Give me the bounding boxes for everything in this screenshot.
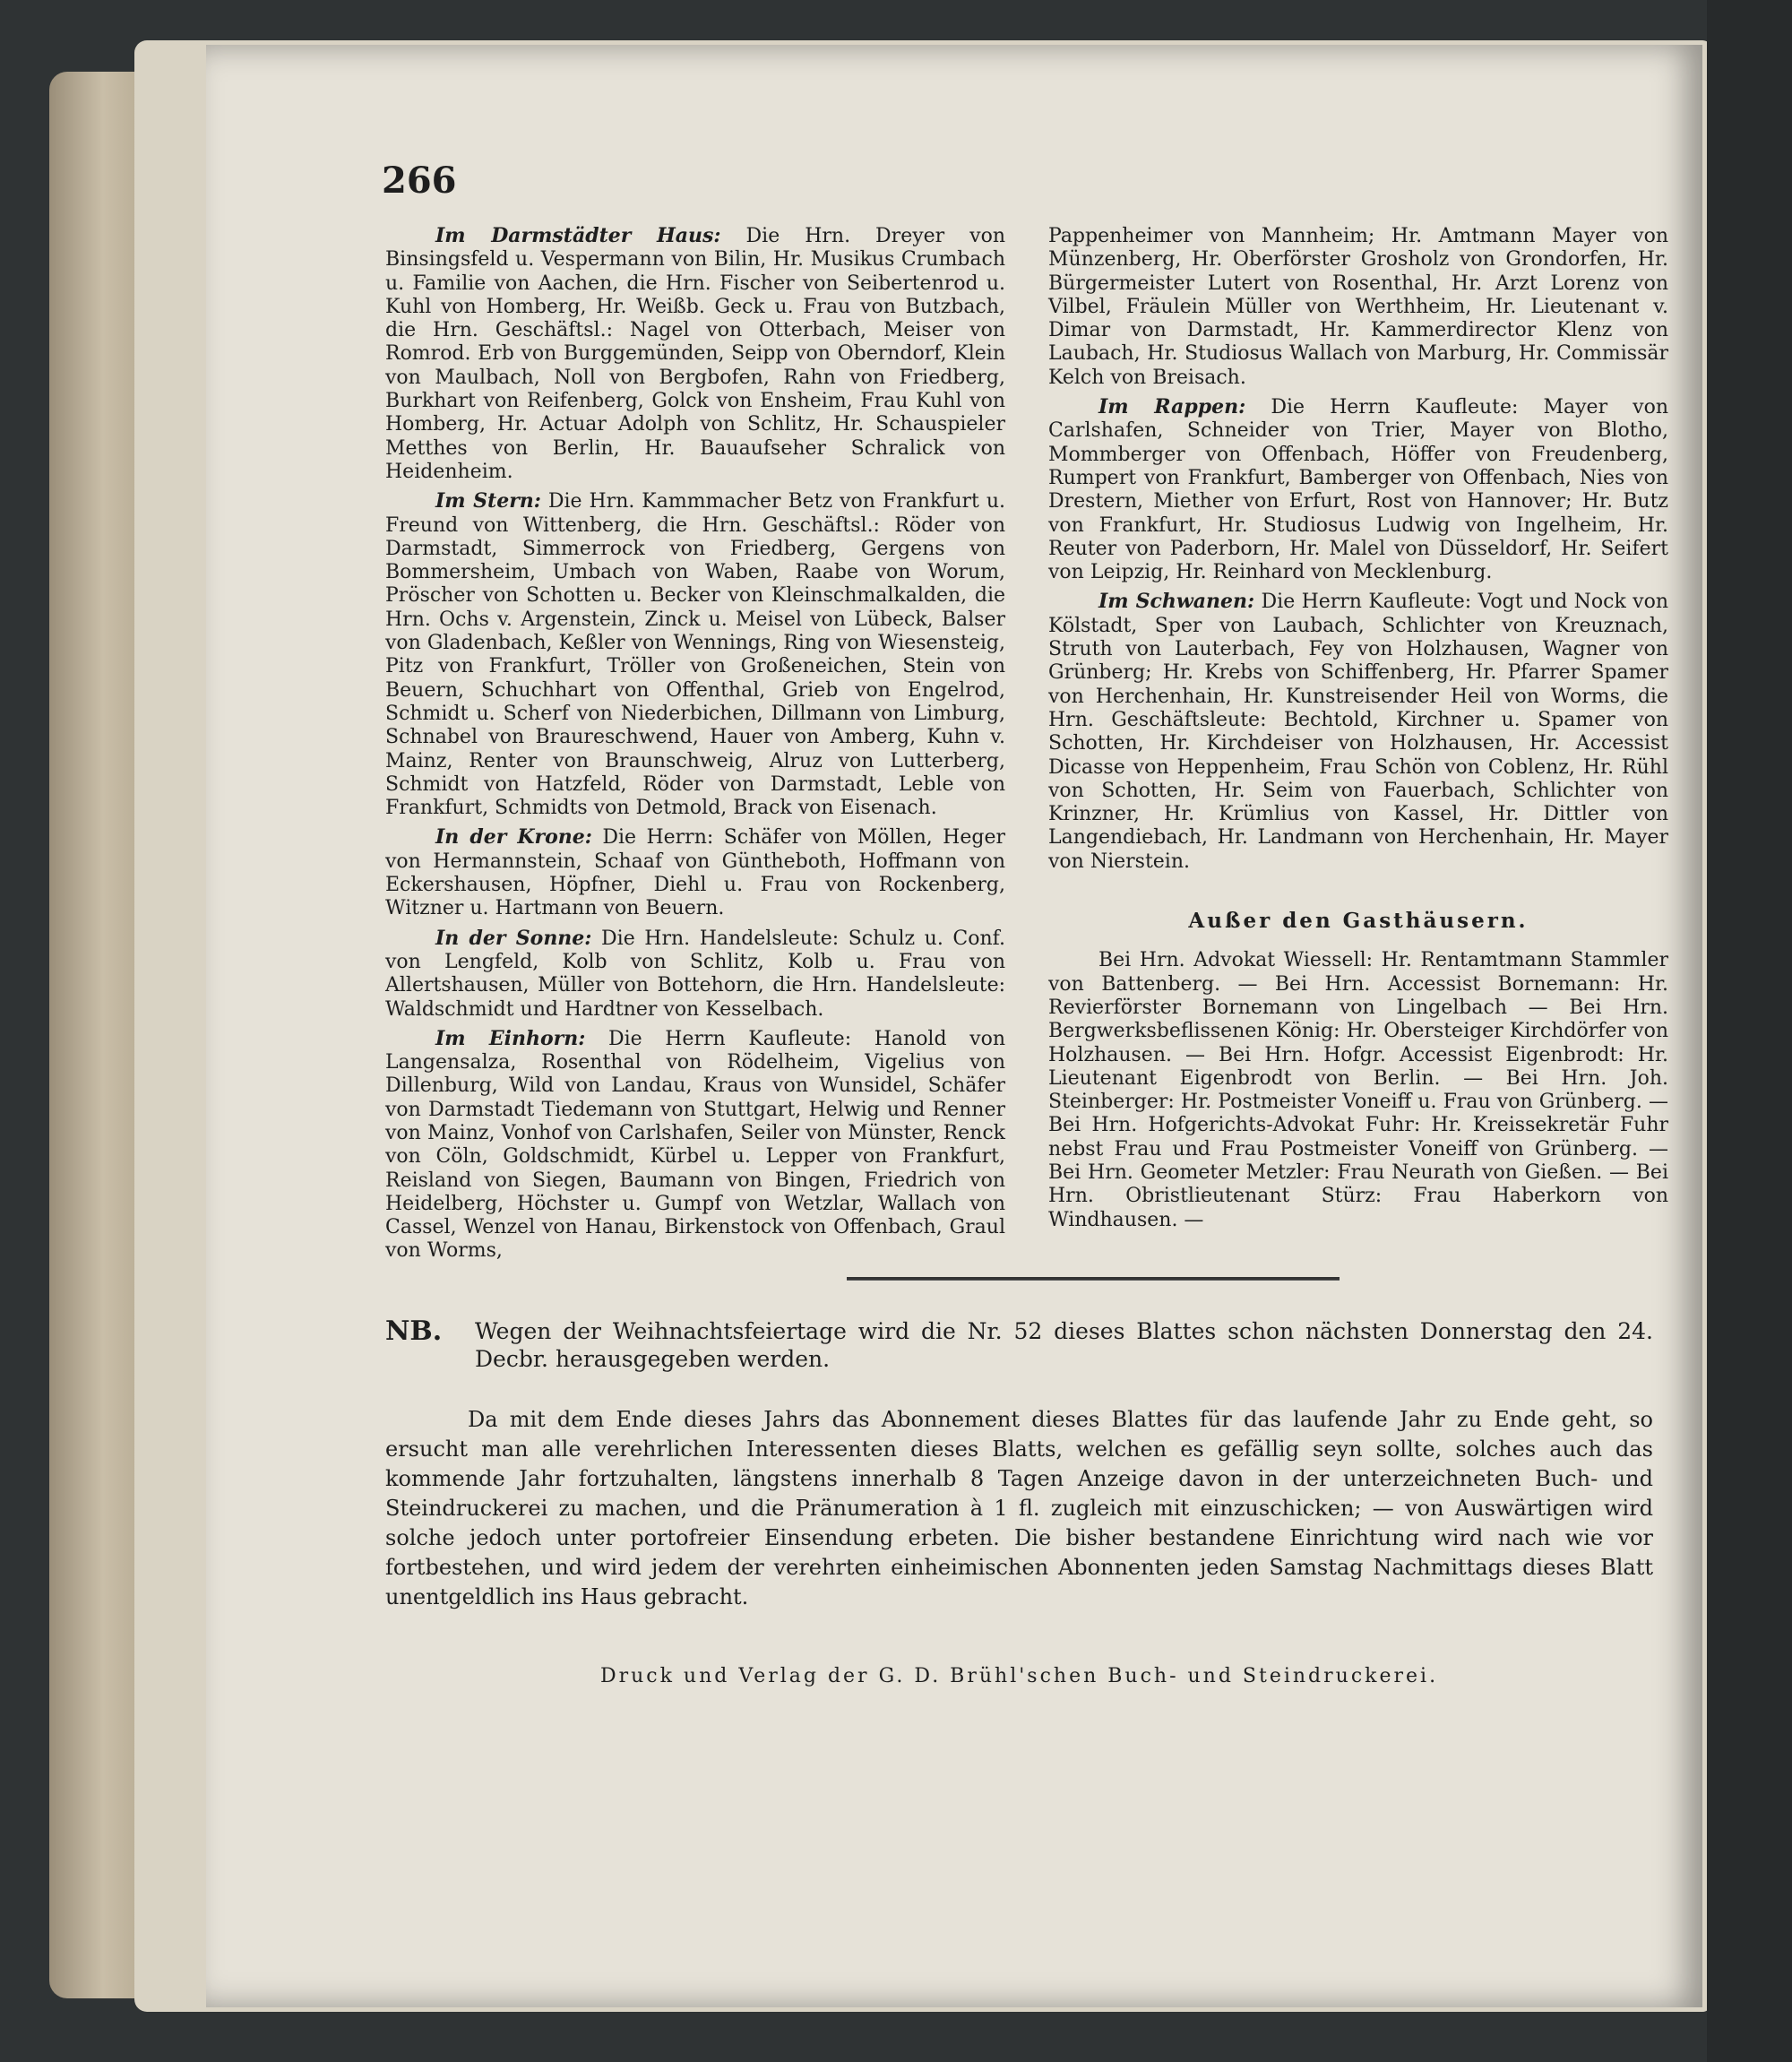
entry-continuation: Pappenheimer von Mannheim; Hr. Amtmann Mayer von Münzenberg, Hr. Oberförster Grosholz von Grondorfen, Hr. Bürgermeister Lutert von Rosenthal, Hr. Arzt Lorenz von Vilbel, Fräulein Müller von Werthheim, Hr. Lieutenant v. Dimar von Darmstadt, Hr. Kammerdirector Klenz von Laubach, Hr. Studiosus Wallach von Marburg, Hr. Commissär Kelch von Breisach. <box>1048 225 1668 389</box>
entry-stern: Im Stern: Die Hrn. Kammmacher Betz von Frankfurt u. Freund von Wittenberg, die Hrn. Geschäftsl.: Röder von Darmstadt, Simmerrock von Friedberg, Gergens von Bommersheim, Umbach von Waben, Raabe von Worum, Pröscher von Schotten u. Becker von Kleinschmalkalden, die Hrn. Ochs v. Argenstein, Zinck u. Meisel von Lübeck, Balser von Gladenbach, Keßler von Wennings, Ring von Wiesensteig, Pitz von Frankfurt, Tröller von Großeneichen, Stein von Beuern, Schuchhart von Offenthal, Grieb von Engelrod, Schmidt u. Scherf von Niederbichen, Dillmann von Limburg, Schnabel von Braureschwend, Hauer von Amberg, Kuhn v. Mainz, Renter von Braunschweig, Alruz von Lutterberg, Schmidt von Hatzfeld, Röder von Darmstadt, Leble von Frankfurt, Schmidts von Detmold, Brack von Eisenach. <box>385 489 1005 820</box>
scan-background-strip <box>1707 0 1792 2062</box>
entry-einhorn: Im Einhorn: Die Herrn Kaufleute: Hanold von Langensalza, Rosenthal von Rödelheim, Vigelius von Dillenburg, Wild von Landau, Kraus von Wunsidel, Schäfer von Darmstadt Tiedemann von Stuttgart, Helwig und Renner von Mainz, Vonhof von Carlshafen, Seiler von Münster, Renck von Cöln, Goldschmidt, Kürbel u. Lepper von Frankfurt, Reisland von Siegen, Baumann von Bingen, Friedrich von Heidelberg, Höchster u. Gumpf von Wetzlar, Wallach von Cassel, Wenzel von Hanau, Birkenstock von Offenbach, Graul von Worms, <box>385 1026 1005 1263</box>
section-heading: Außer den Gasthäusern. <box>1188 909 1529 934</box>
imprint: Druck und Verlag der G. D. Brühl'schen Buch- und Steindruckerei. <box>599 1665 1439 1687</box>
nb-text: Wegen der Weihnachtsfeiertage wird die Nr. 52 dieses Blattes schon nächsten Donnerstag den 24. Decbr. herausgegeben werden. <box>475 1318 1653 1372</box>
left-column <box>385 224 1005 1269</box>
nb-notice <box>385 1317 1653 1373</box>
newspaper-page <box>206 45 1702 2007</box>
entry-sonne: In der Sonne: Die Hrn. Handelsleute: Schulz u. Conf. von Lengfeld, Kolb von Schlitz, Kolb u. Frau von Allertshausen, Müller von Bottehorn, die Hrn. Handelsleute: Waldschmidt und Hardtner von Kesselbach. <box>385 926 1005 1021</box>
entry-krone: In der Krone: Die Herrn: Schäfer von Möllen, Heger von Hermannstein, Schaaf von Güntheboth, Hoffmann von Eckershausen, Höpfner, Diehl u. Frau von Rockenberg, Witzner u. Hartmann von Beuern. <box>385 825 1005 920</box>
nb-label: NB. <box>385 1316 443 1347</box>
private-lodging-entry: Bei Hrn. Advokat Wiessell: Hr. Rentamtmann Stammler von Battenberg. — Bei Hrn. Accessist Bornemann: Hr. Revierförster Bornemann von Lingelbach — Bei Hrn. Bergwerksbeflissenen König: Hr. Obersteiger Kirchdörfer von Holzhausen. — Bei Hrn. Hofgr. Accessist Eigenbrodt: Hr. Lieutenant Eigenbrodt von Berlin. — Bei Hrn. Joh. Steinberger: Hr. Postmeister Voneiff u. Frau von Grünberg. — Bei Hrn. Hofgerichts-Advokat Fuhr: Hr. Kreissekretär Fuhr nebst Frau und Frau Postmeister Voneiff von Grünberg. — Bei Hrn. Geometer Metzler: Frau Neurath von Gießen. — Bei Hrn. Obristlieutenant Stürz: Frau Haberkorn von Windhausen. — <box>1048 949 1668 1231</box>
divider-rule <box>847 1277 1340 1281</box>
entry-schwanen: Im Schwanen: Die Herrn Kaufleute: Vogt und Nock von Kölstadt, Sper von Laubach, Schlichter von Kreuznach, Struth von Lauterbach, Fey von Holzhausen, Wagner von Grünberg; Hr. Krebs von Schiffenberg, Hr. Pfarrer Spamer von Herchenhain, Hr. Kunstreisender Heil von Worms, die Hrn. Geschäftsleute: Bechtold, Kirchner u. Spamer von Schotten, Hr. Kirchdeiser von Holzhausen, Hr. Accessist Dicasse von Heppenheim, Frau Schön von Coblenz, Hr. Rühl von Schotten, Hr. Seim von Fauerbach, Schlichter von Krinzner, Hr. Krümlius von Kassel, Hr. Dittler von Langendiebach, Hr. Landmann von Herchenhain, Hr. Mayer von Nierstein. <box>1048 590 1669 873</box>
subscription-notice: Da mit dem Ende dieses Jahrs das Abonnement dieses Blattes für das laufende Jahr zu Ende geht, so ersucht man alle verehrlichen Interessenten dieses Blatts, welchen es gefällig seyn sollte, solches auch das kommende Jahr fortzuhalten, längstens innerhalb 8 Tagen Anzeige davon in der unterzeichneten Buch- und Steindruckerei zu machen, und die Pränumeration à 1 fl. zugleich mit einzuschicken; — von Auswärtigen wird solche jedoch unter portofreier Einsendung erbeten. Die bisher bestandene Einrichtung wird nach wie vor fortbestehen, und wird jedem der verehrten einheimischen Abonnenten jeden Samstag Nachmittags dieses Blatt unentgeldlich ins Haus gebracht. <box>385 1407 1653 1609</box>
entry-rappen: Im Rappen: Die Herrn Kaufleute: Mayer von Carlshafen, Schneider von Trier, Mayer von Blotho, Mommberger von Offenbach, Höffer von Freudenberg, Rumpert von Frankfurt, Bamberger von Offenbach, Nies von Drestern, Miether von Erfurt, Rost von Hannover; Hr. Butz von Frankfurt, Hr. Studiosus Ludwig von Ingelheim, Hr. Reuter von Paderborn, Hr. Malel von Düsseldorf, Hr. Seifert von Leipzig, Hr. Reinhard von Mecklenburg. <box>1048 395 1668 584</box>
right-column <box>1048 224 1668 1238</box>
entry-darmstaedter-haus: Im Darmstädter Haus: Die Hrn. Dreyer von Binsingsfeld u. Vespermann von Bilin, Hr. Musikus Crumbach u. Familie von Aachen, die Hrn. Fischer von Seibertenrod u. Kuhl von Homberg, Hr. Weißb. Geck u. Frau von Butzbach, die Hrn. Geschäftsl.: Nagel von Otterbach, Meiser von Romrod. Erb von Burggemünden, Seipp von Oberndorf, Klein von Maulbach, Noll von Bergbofen, Rahn von Friedberg, Burkhart von Reifenberg, Golck von Ensheim, Frau Kuhl von Homberg, Hr. Actuar Adolph von Schlitz, Hr. Schauspieler Metthes von Berlin, Hr. Bauaufseher Schralick von Heidenheim. <box>385 224 1005 483</box>
page-number: 266 <box>382 160 457 202</box>
